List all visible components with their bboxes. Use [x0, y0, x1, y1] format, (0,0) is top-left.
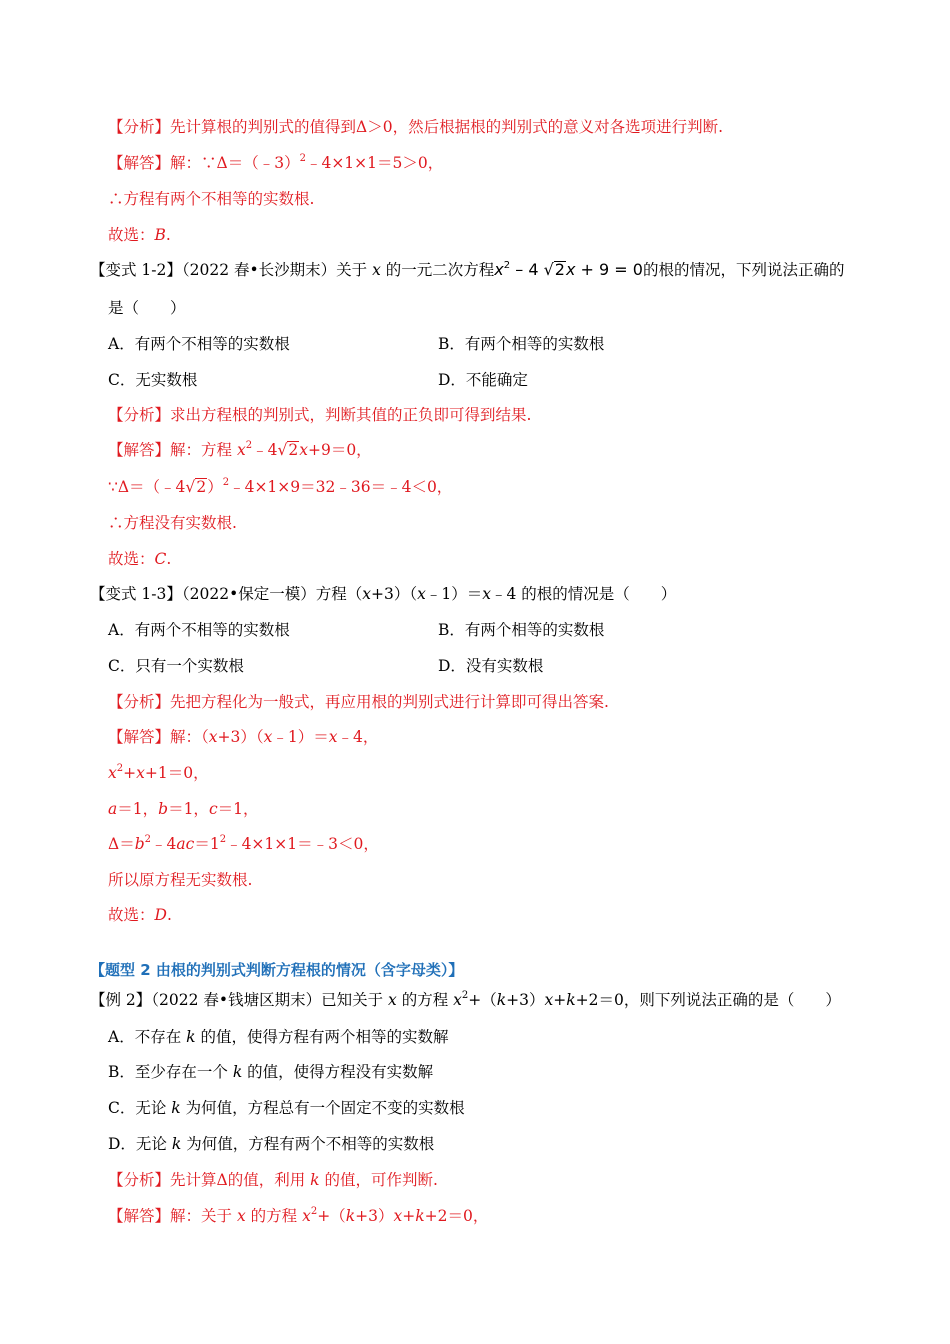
analysis-line: 【分析】先把方程化为一般式，再应用根的判别式进行计算即可得出答案.	[108, 693, 609, 711]
solution-line: 所以原方程无实数根.	[108, 871, 253, 889]
solution-line: 【解答】解：∵Δ＝（﹣3）$^2$﹣4×1×1＝5＞0，	[108, 153, 444, 172]
solution-tag: 【解答】	[108, 1207, 171, 1225]
analysis-line: 【分析】先计算Δ的值，利用 k 的值，可作判断.	[108, 1171, 438, 1189]
analysis-tag: 【分析】	[108, 1171, 171, 1189]
option-c[interactable]: C．无实数根	[108, 371, 198, 389]
equation: $x^2 - 4$ √2x + 9 = 0	[494, 260, 643, 279]
question-source: （2022 春•长沙期末）	[181, 261, 337, 279]
analysis-tag: 【分析】	[108, 406, 171, 424]
question-stem: 【变式 1-3】（2022•保定一模）方程（x+3）（x﹣1）＝x﹣4 的根的情况是（ ）	[90, 585, 677, 603]
solution-line: $x^2+x+1=0$，	[108, 763, 209, 782]
analysis-line: 【分析】求出方程根的判别式，判断其值的正负即可得到结果.	[108, 406, 532, 424]
option-b[interactable]: B．有两个相等的实数根	[438, 621, 605, 639]
solution-line: a＝1，b＝1，c＝1，	[108, 800, 259, 818]
option-a[interactable]: A．不存在 k 的值，使得方程有两个相等的实数解	[108, 1028, 449, 1046]
option-d[interactable]: D．无论 k 为何值，方程有两个不相等的实数根	[108, 1135, 435, 1153]
solution-line: ∴方程有两个不相等的实数根.	[108, 190, 315, 208]
solution-tag: 【解答】	[108, 728, 171, 746]
option-c[interactable]: C．无论 k 为何值，方程总有一个固定不变的实数根	[108, 1099, 465, 1117]
question-tag: 【例 2】	[90, 991, 152, 1009]
solution-line: ∵Δ＝（﹣4√2）$^2$﹣4×1×9＝32﹣36＝﹣4＜0，	[108, 477, 453, 496]
question-source: （2022•保定一模）	[181, 585, 316, 603]
answer-choice: D	[154, 906, 167, 924]
question-stem: 【例 2】（2022 春•钱塘区期末）已知关于 x 的方程 $x^2+(k+3)x+k+2=0$，则下列说法正确的是（ ）	[90, 990, 841, 1009]
question-source: （2022 春•钱塘区期末）	[151, 991, 322, 1009]
solution-tag: 【解答】	[108, 441, 171, 459]
analysis-text: 先计算根的判别式的值得到Δ＞0，然后根据根的判别式的意义对各选项进行判断.	[170, 118, 724, 136]
option-b[interactable]: B．至少存在一个 k 的值，使得方程没有实数解	[108, 1063, 434, 1081]
answer-choice: C	[154, 550, 167, 568]
analysis-line	[108, 117, 723, 137]
solution-line: 【解答】解：关于 x 的方程 $x^2+(k+3)x+k+2=0$，	[108, 1206, 489, 1225]
solution-line: $\Delta=b^2﹣4ac=1^2﹣4\times 1\times 1=﹣3<0$，	[108, 834, 379, 853]
analysis-tag: 【分析】	[108, 693, 171, 711]
solution-line: 【解答】解：方程 $x^2﹣4√2x+9=0$，	[108, 440, 372, 459]
option-a[interactable]: A．有两个不相等的实数根	[108, 335, 290, 353]
answer-line: 故选：D.	[108, 906, 172, 924]
question-tag: 【变式 1-2】	[90, 261, 182, 279]
option-d[interactable]: D．没有实数根	[438, 657, 544, 675]
answer-line: 故选：C.	[108, 550, 172, 568]
analysis-tag: 【分析】	[108, 118, 171, 136]
question-tag: 【变式 1-3】	[90, 585, 182, 603]
section-heading: 【题型 2 由根的判别式判断方程根的情况（含字母类）】	[90, 961, 464, 979]
solution-line: ∴方程没有实数根.	[108, 514, 237, 532]
option-d[interactable]: D．不能确定	[438, 371, 528, 389]
solution-line: 【解答】解：（x+3）（x﹣1）＝x﹣4，	[108, 728, 379, 746]
option-c[interactable]: C．只有一个实数根	[108, 657, 244, 675]
question-stem-cont: 是（ ）	[108, 299, 186, 317]
option-b[interactable]: B．有两个相等的实数根	[438, 335, 605, 353]
answer-choice: B	[154, 226, 166, 244]
answer-line: 故选：B.	[108, 226, 171, 244]
solution-tag: 【解答】	[108, 154, 171, 172]
option-a[interactable]: A．有两个不相等的实数根	[108, 621, 290, 639]
question-stem: 【变式 1-2】（2022 春•长沙期末）关于 x 的一元二次方程$x^2 - 4$ √2x + 9 = 0的根的情况，下列说法正确的	[90, 260, 845, 279]
